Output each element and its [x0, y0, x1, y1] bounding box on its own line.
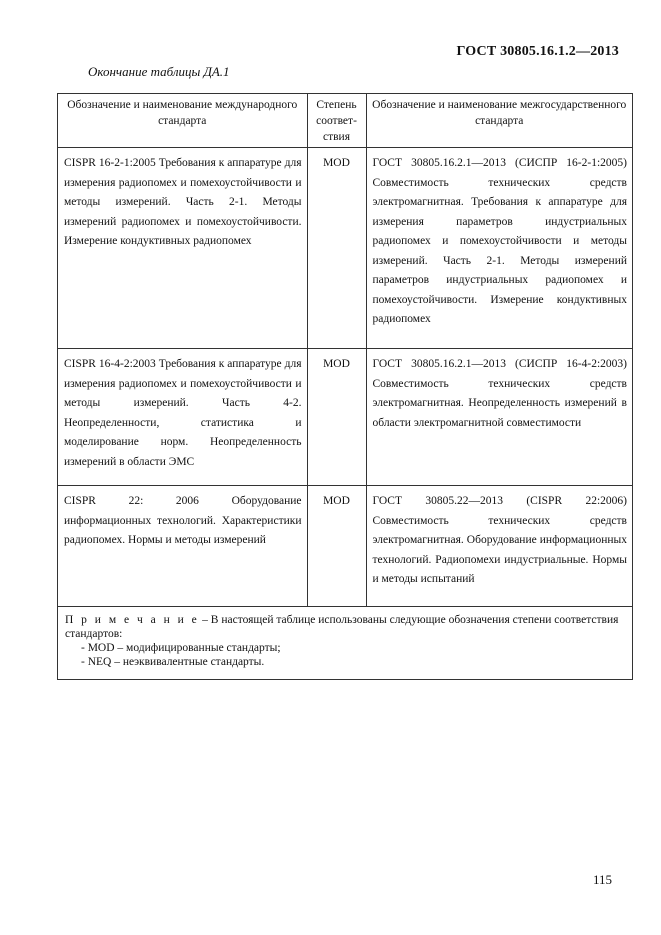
- cell-degree: MOD: [307, 349, 366, 486]
- standards-table: [57, 93, 633, 680]
- document-header: ГОСТ 30805.16.1.2—2013: [456, 44, 619, 59]
- cell-degree: MOD: [307, 486, 366, 607]
- table-row: [58, 486, 632, 607]
- header-interstate: Обозначение и наименование межгосударственного стандарта: [366, 94, 632, 148]
- note-text: – В настоящей таблице использованы следующие обозначения степени соответствия стандартов:: [65, 614, 619, 640]
- cell-international: CISPR 16-2-1:2005 Требования к аппаратуре для измерения радиопомех и помехоустойчивости и методы измерений. Часть 2-1. Методы измерений радиопомех и помехоустойчивости. Измерение кондуктивных радиопомех: [58, 148, 307, 349]
- table-row: [58, 349, 632, 486]
- page-number: 115: [593, 872, 613, 887]
- table-row: [58, 148, 632, 349]
- cell-degree: MOD: [307, 148, 366, 349]
- cell-international: CISPR 16-4-2:2003 Требования к аппаратуре для измерения радиопомех и помехоустойчивости и методы измерений. Часть 4-2. Неопределенности, статистика и моделирование норм. Неопределенность измерений в области ЭМС: [58, 349, 307, 486]
- note-item: - MOD – модифицированные стандарты;: [81, 642, 281, 654]
- header-international: Обозначение и наименование международного стандарта: [58, 94, 307, 148]
- cell-interstate: ГОСТ 30805.16.2.1—2013 (СИСПР 16-2-1:2005) Совместимость технических средств электромагнитная. Требования к аппаратуре для измерения параметров индустриальных радиопомех и помехоустойчивости и методы измерений. Часть 2-1. Методы измерений параметров индустриальных радиопомех и помехоустойчивости. Измерение кондуктивных радиопомех: [366, 148, 632, 349]
- header-degree: Степень соответ-ствия: [307, 94, 366, 148]
- table-note: [58, 607, 632, 669]
- table-header-row: [58, 94, 632, 148]
- note-item: - NEQ – неэквивалентные стандарты.: [81, 656, 265, 668]
- cell-interstate: ГОСТ 30805.16.2.1—2013 (СИСПР 16-4-2:2003) Совместимость технических средств электромагнитная. Неопределенность измерений в области электромагнитной совместимости: [366, 349, 632, 486]
- note-label: П р и м е ч а н и е: [65, 614, 200, 626]
- cell-international: CISPR 22: 2006 Оборудование информационных технологий. Характеристики радиопомех. Нормы и методы измерений: [58, 486, 307, 607]
- cell-interstate: ГОСТ 30805.22—2013 (CISPR 22:2006) Совместимость технических средств электромагнитная. Оборудование информационных технологий. Радиопомехи индустриальные. Нормы и методы испытаний: [366, 486, 632, 607]
- table-caption: Окончание таблицы ДА.1: [88, 64, 230, 79]
- standards-table-grid: [58, 94, 632, 607]
